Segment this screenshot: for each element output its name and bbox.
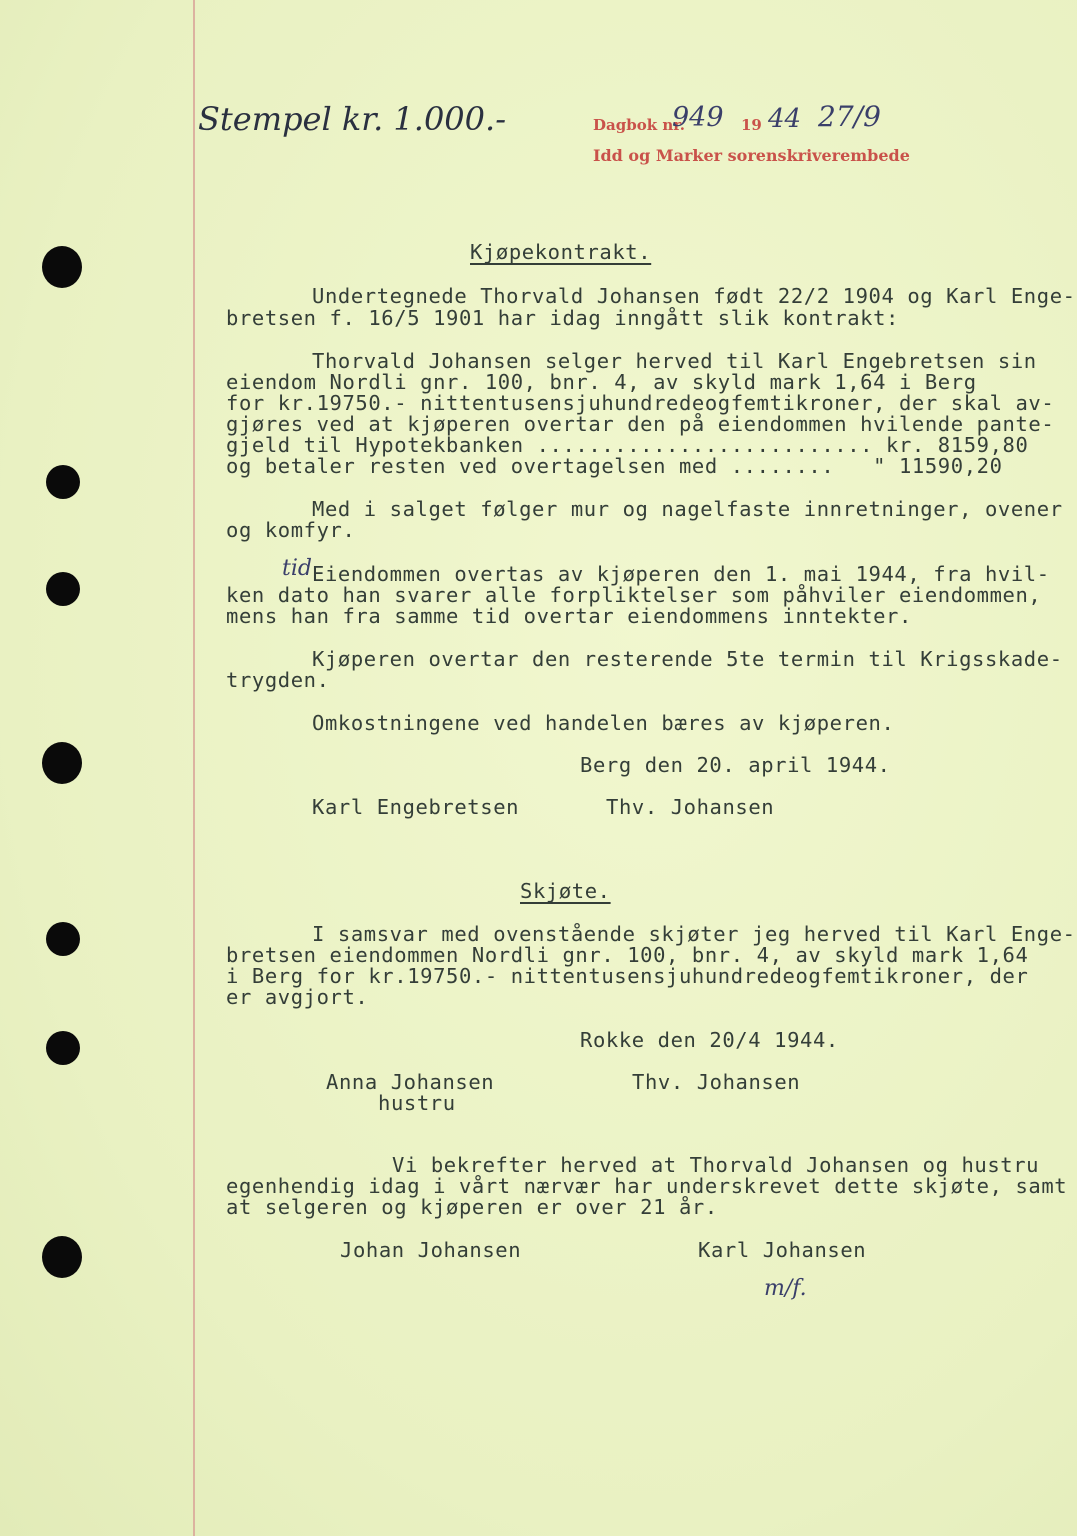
- contract-line: trygden.: [226, 668, 330, 692]
- deed-place-date: Rokke den 20/4 1944.: [580, 1028, 839, 1052]
- contract-line: gjeld til Hypotekbanken .......................... kr. 8159,80: [226, 433, 1029, 457]
- dagbok-year-suffix: 44: [768, 104, 802, 134]
- office-stamp: Idd og Marker sorenskriverembede: [593, 146, 910, 165]
- deed-signature-wife: Anna Johansen: [326, 1070, 495, 1094]
- contract-line: Kjøperen overtar den resterende 5te termin til Krigsskade-: [312, 647, 1063, 671]
- contract-line: mens han fra samme tid overtar eiendommens inntekter.: [226, 604, 912, 628]
- dagbok-date: 27/9: [818, 100, 881, 133]
- contract-line: Med i salget følger mur og nagelfaste innretninger, ovener: [312, 497, 1063, 521]
- punch-hole: [42, 1236, 82, 1278]
- punch-hole: [46, 922, 80, 956]
- deed-line: I samsvar med ovenstående skjøter jeg herved til Karl Enge-: [312, 922, 1076, 946]
- deed-signature-seller: Thv. Johansen: [632, 1070, 801, 1094]
- stamp-duty-note: Stempel kr. 1.000.-: [198, 100, 506, 138]
- contract-signature-seller: Thv. Johansen: [606, 795, 775, 819]
- dagbok-label: Dagbok nr.: [593, 116, 685, 134]
- contract-signature-buyer: Karl Engebretsen: [312, 795, 520, 819]
- deed-line: er avgjort.: [226, 985, 369, 1009]
- contract-line: og betaler resten ved overtagelsen med ........ " 11590,20: [226, 454, 1003, 478]
- contract-line: Thorvald Johansen selger herved til Karl Engebretsen sin: [312, 349, 1037, 373]
- margin-line: [193, 0, 195, 1536]
- dagbok-number: 949: [672, 102, 724, 133]
- witness-line: egenhendig idag i vårt nærvær har underskrevet dette skjøte, samt: [226, 1174, 1068, 1198]
- handwritten-correction: tid: [282, 556, 312, 581]
- contract-line: Eiendommen overtas av kjøperen den 1. mai 1944, fra hvil-: [312, 562, 1050, 586]
- contract-line: eiendom Nordli gnr. 100, bnr. 4, av skyld mark 1,64 i Berg: [226, 370, 977, 394]
- contract-title: Kjøpekontrakt.: [470, 240, 652, 264]
- contract-line: Undertegnede Thorvald Johansen født 22/2 1904 og Karl Enge-: [312, 284, 1076, 308]
- punch-hole: [46, 1031, 80, 1065]
- deed-line: i Berg for kr.19750.- nittentusensjuhundredeogfemtikroner, der: [226, 964, 1029, 988]
- contract-line: Omkostningene ved handelen bæres av kjøperen.: [312, 711, 895, 735]
- punch-hole: [46, 465, 80, 499]
- punch-hole: [42, 246, 82, 288]
- contract-line: ken dato han svarer alle forpliktelser som påhviler eiendommen,: [226, 583, 1042, 607]
- witness-line: at selgeren og kjøperen er over 21 år.: [226, 1195, 718, 1219]
- punch-hole: [46, 572, 80, 606]
- contract-line: for kr.19750.- nittentusensjuhundredeogfemtikroner, der skal av-: [226, 391, 1055, 415]
- deed-line: bretsen eiendommen Nordli gnr. 100, bnr. 4, av skyld mark 1,64: [226, 943, 1029, 967]
- contract-line: bretsen f. 16/5 1901 har idag inngått slik kontrakt:: [226, 306, 899, 330]
- witness-signature: Karl Johansen: [698, 1238, 867, 1262]
- deed-signature-role: hustru: [378, 1091, 456, 1115]
- witness-line: Vi bekrefter herved at Thorvald Johansen og hustru: [392, 1153, 1040, 1177]
- contract-place-date: Berg den 20. april 1944.: [580, 753, 891, 777]
- contract-line: gjøres ved at kjøperen overtar den på eiendommen hvilende pante-: [226, 412, 1055, 436]
- witness-signature: Johan Johansen: [340, 1238, 522, 1262]
- dagbok-year-prefix: 19: [741, 116, 762, 134]
- handwritten-initials: m/f.: [764, 1276, 807, 1301]
- deed-title: Skjøte.: [520, 879, 611, 903]
- punch-hole: [42, 742, 82, 784]
- contract-line: og komfyr.: [226, 518, 356, 542]
